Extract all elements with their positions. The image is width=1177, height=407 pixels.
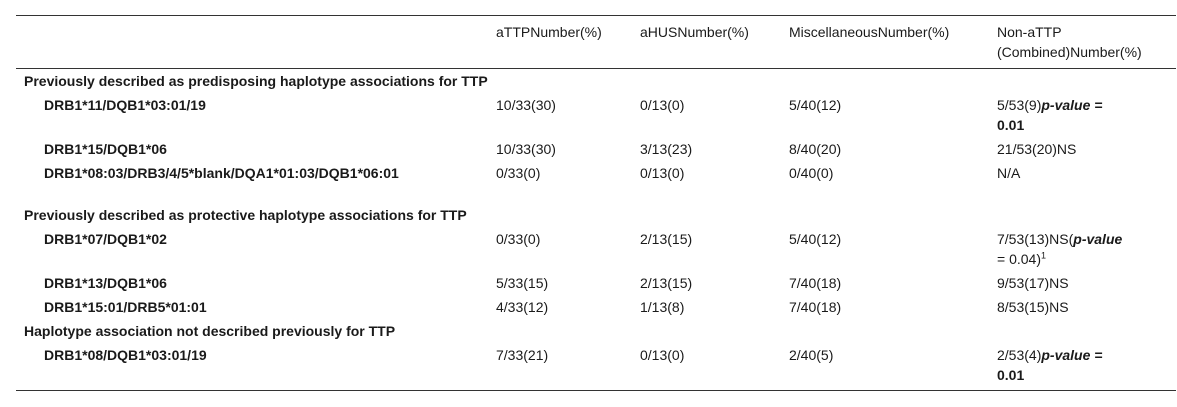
p-value-label: p-value =	[1041, 97, 1103, 113]
attp-cell: 7/33(21)	[496, 347, 549, 363]
haplotype-cell: DRB1*15/DQB1*06	[44, 141, 167, 157]
attp-cell: 5/33(15)	[496, 275, 549, 291]
haplotype-cell: DRB1*13/DQB1*06	[44, 275, 167, 291]
footnote-marker: 1	[1040, 250, 1046, 261]
non-attp-value: 2/53(4)	[997, 347, 1042, 363]
header-haplotype	[16, 16, 488, 69]
p-value-number: 0.01	[997, 367, 1025, 383]
attp-cell: 0/33(0)	[496, 231, 541, 247]
ahus-cell: 0/13(0)	[640, 97, 685, 113]
non-attp-cell	[989, 227, 1176, 271]
section-title-protective: Previously described as protective haplotype associations for TTP	[24, 207, 467, 223]
header-miscellaneous: MiscellaneousNumber(%)	[789, 24, 950, 40]
table-row	[16, 295, 1176, 319]
table-header	[16, 16, 1176, 69]
section-row	[16, 319, 1176, 343]
non-attp-cell: 21/53(20)NS	[997, 141, 1077, 157]
p-value-label: p-value =	[1041, 347, 1103, 363]
section-row	[16, 203, 1176, 227]
misc-cell: 7/40(18)	[789, 275, 842, 291]
misc-cell: 5/40(12)	[789, 97, 842, 113]
ahus-cell: 0/13(0)	[640, 165, 685, 181]
non-attp-cell	[989, 93, 1176, 137]
p-value-label: p-value	[1073, 231, 1123, 247]
table-body	[16, 69, 1176, 391]
haplotype-cell: DRB1*08:03/DRB3/4/5*blank/DQA1*01:03/DQB1*06:01	[44, 165, 399, 181]
section-row	[16, 69, 1176, 94]
p-value-number: = 0.04)	[997, 251, 1041, 267]
table-row	[16, 343, 1176, 391]
non-attp-cell	[989, 343, 1176, 391]
haplotype-cell: DRB1*07/DQB1*02	[44, 231, 167, 247]
ahus-cell: 2/13(15)	[640, 275, 693, 291]
ahus-cell: 1/13(8)	[640, 299, 685, 315]
misc-cell: 5/40(12)	[789, 231, 842, 247]
table-row	[16, 227, 1176, 271]
haplotype-cell: DRB1*15:01/DRB5*01:01	[44, 299, 207, 315]
ahus-cell: 2/13(15)	[640, 231, 693, 247]
haplotype-cell: DRB1*11/DQB1*03:01/19	[44, 97, 206, 113]
table-row	[16, 161, 1176, 185]
table-row	[16, 137, 1176, 161]
attp-cell: 10/33(30)	[496, 97, 556, 113]
header-row	[16, 16, 1176, 69]
spacer-row	[16, 185, 1176, 203]
table-row	[16, 93, 1176, 137]
attp-cell: 10/33(30)	[496, 141, 556, 157]
header-non-attp-line2: (Combined)Number(%)	[997, 44, 1142, 60]
header-attp: aTTPNumber(%)	[496, 24, 602, 40]
misc-cell: 2/40(5)	[789, 347, 834, 363]
haplotype-table-container	[16, 15, 1176, 391]
non-attp-value: 5/53(9)	[997, 97, 1042, 113]
haplotype-cell: DRB1*08/DQB1*03:01/19	[44, 347, 207, 363]
header-ahus: aHUSNumber(%)	[640, 24, 749, 40]
ahus-cell: 3/13(23)	[640, 141, 693, 157]
misc-cell: 7/40(18)	[789, 299, 842, 315]
attp-cell: 0/33(0)	[496, 165, 541, 181]
haplotype-association-table	[16, 15, 1176, 391]
attp-cell: 4/33(12)	[496, 299, 549, 315]
header-non-attp	[989, 16, 1176, 69]
ahus-cell: 0/13(0)	[640, 347, 685, 363]
misc-cell: 0/40(0)	[789, 165, 834, 181]
spacer-cell	[16, 185, 1176, 203]
table-row	[16, 271, 1176, 295]
header-non-attp-line1: Non-aTTP	[997, 24, 1062, 40]
non-attp-cell: 8/53(15)NS	[997, 299, 1069, 315]
non-attp-cell: 9/53(17)NS	[997, 275, 1069, 291]
section-title-predisposing: Previously described as predisposing haplotype associations for TTP	[24, 73, 488, 89]
p-value-number: 0.01	[997, 117, 1025, 133]
section-title-novel: Haplotype association not described previously for TTP	[24, 323, 396, 339]
non-attp-value: 7/53(13)NS(	[997, 231, 1074, 247]
non-attp-cell: N/A	[997, 165, 1021, 181]
misc-cell: 8/40(20)	[789, 141, 842, 157]
